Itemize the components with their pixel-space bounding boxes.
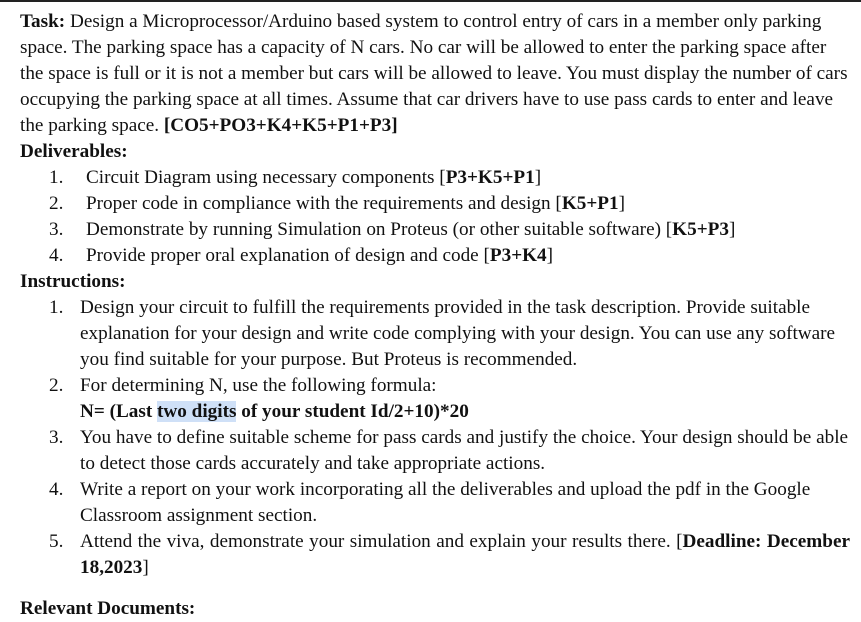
deadline-label: Deadline: — [682, 531, 762, 552]
task-codes: [CO5+PO3+K4+K5+P1+P3] — [163, 115, 398, 136]
list-item: 1. Circuit Diagram using necessary components [P3+K5+P1] — [49, 167, 542, 188]
formula: N= (Last two digits of your student Id/2+10)*20 — [80, 401, 469, 422]
task-paragraph — [20, 9, 850, 139]
list-item: 1. Design your circuit to fulfill the requirements provided in the task description. Provide suitable explanation for your design and write code complying with your design. You can use any software you find suitable for your purpose. But Proteus is recommended. — [49, 297, 836, 370]
deadline-date: December 18,2023 — [80, 531, 850, 578]
document-body — [20, 9, 850, 581]
deliverables-list — [20, 165, 850, 269]
deliverables-heading: Deliverables: — [20, 141, 128, 162]
list-item: 2. Proper code in compliance with the requirements and design [K5+P1] — [49, 193, 625, 214]
task-label: Task: — [20, 11, 66, 32]
list-item: 4. Write a report on your work incorporating all the deliverables and upload the pdf in the Google Classroom assignment section. — [49, 479, 811, 526]
task-text: Design a Microprocessor/Arduino based system to control entry of cars in a member only parking space. The parking space has a capacity of N cars. No car will be allowed to enter the parking space after the space is full or it is not a member but cars will be allowed to leave. You must display the number of cars occupying the parking space at all times. Assume that car drivers have to use pass cards to enter and leave the parking space. — [20, 11, 848, 136]
relevant-documents-heading: Relevant Documents: — [20, 598, 196, 619]
instructions-heading: Instructions: — [20, 271, 126, 292]
list-item: 3. You have to define suitable scheme for pass cards and justify the choice. Your design should be able to detect those cards accurately and take appropriate actions. — [49, 427, 849, 474]
list-item: 3. Demonstrate by running Simulation on Proteus (or other suitable software) [K5+P3] — [49, 219, 736, 240]
list-item: 5. Attend the viva, demonstrate your simulation and explain your results there. [Deadline: December 18,2023] — [49, 531, 850, 578]
list-item: 2. For determining N, use the following formula: N= (Last two digits of your student Id/2+10)*20 — [49, 375, 469, 422]
instructions-list — [20, 295, 850, 581]
top-border — [0, 0, 861, 2]
list-item: 4. Provide proper oral explanation of design and code [P3+K4] — [49, 245, 554, 266]
text-selection-highlight[interactable]: two digits — [157, 401, 237, 422]
